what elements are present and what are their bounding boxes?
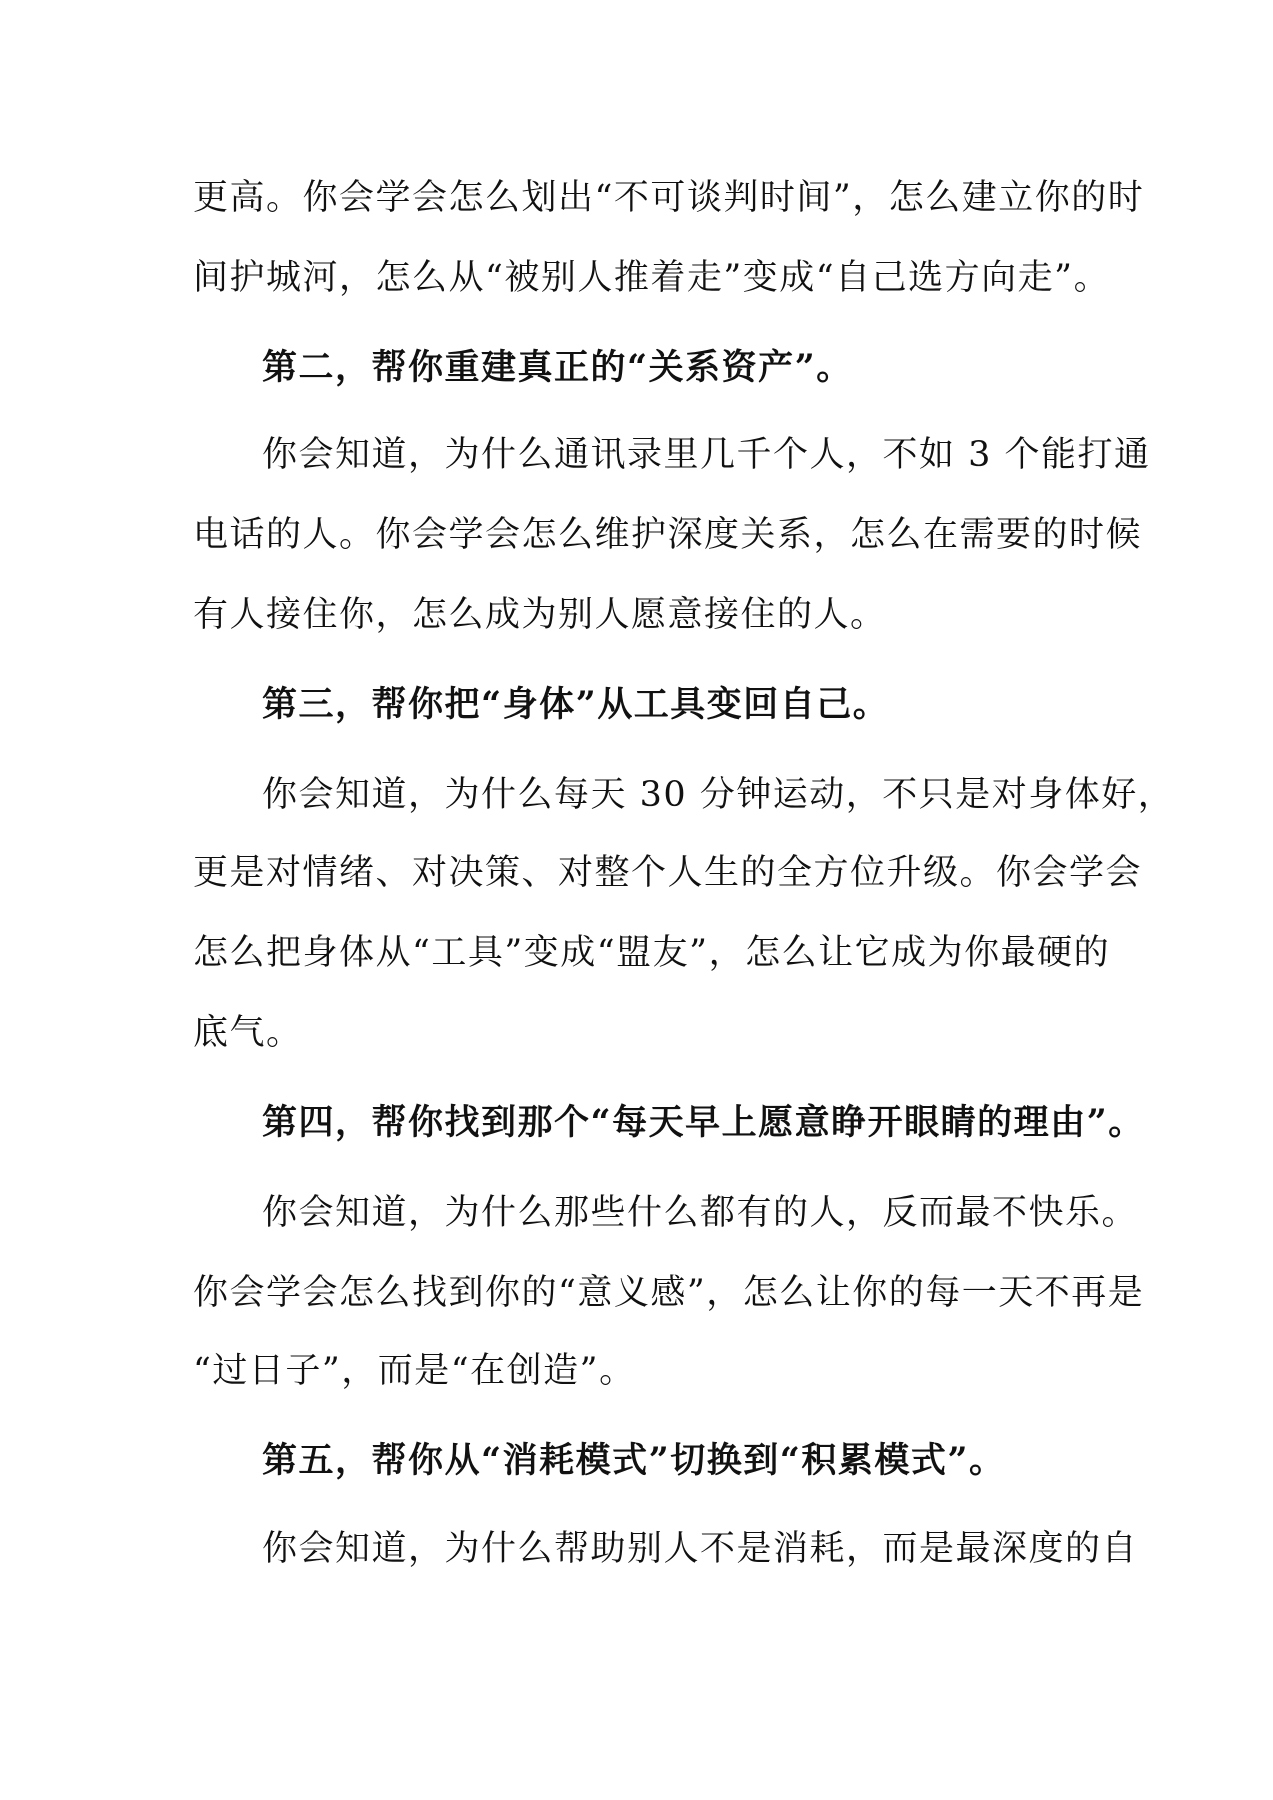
paragraph-line: 更是对情绪、对决策、对整个人生的全方位升级。你会学会: [193, 853, 1143, 893]
paragraph-line: 电话的人。你会学会怎么维护深度关系，怎么在需要的时候: [193, 515, 1143, 555]
paragraph-line: 你会学会怎么找到你的“意义感”，怎么让你的每一天不再是: [193, 1273, 1145, 1313]
paragraph-line: 你会知道，为什么那些什么都有的人，反而最不快乐。: [262, 1193, 1139, 1233]
paragraph-line: 怎么把身体从“工具”变成“盟友”，怎么让它成为你最硬的: [193, 933, 1111, 973]
paragraph-line: 你会知道，为什么通讯录里几千个人，不如 3 个能打通: [262, 435, 1151, 475]
paragraph-line: 底气。: [193, 1013, 303, 1053]
paragraph-line: 有人接住你，怎么成为别人愿意接住的人。: [193, 595, 887, 635]
section-heading-5: 第五，帮你从“消耗模式”切换到“积累模式”。: [262, 1440, 1006, 1481]
paragraph-line: 你会知道，为什么帮助别人不是消耗，而是最深度的自: [262, 1529, 1139, 1569]
paragraph-line: “过日子”，而是“在创造”。: [193, 1351, 636, 1391]
paragraph-line: 你会知道，为什么每天 30 分钟运动，不只是对身体好，: [262, 775, 1175, 815]
section-heading-4: 第四，帮你找到那个“每天早上愿意睁开眼睛的理由”。: [262, 1102, 1145, 1143]
section-heading-2: 第二，帮你重建真正的“关系资产”。: [262, 347, 853, 388]
section-heading-3: 第三，帮你把“身体”从工具变回自己。: [262, 684, 890, 725]
paragraph-line: 更高。你会学会怎么划出“不可谈判时间”，怎么建立你的时: [193, 178, 1145, 218]
paragraph-line: 间护城河，怎么从“被别人推着走”变成“自己选方向走”。: [193, 258, 1111, 298]
